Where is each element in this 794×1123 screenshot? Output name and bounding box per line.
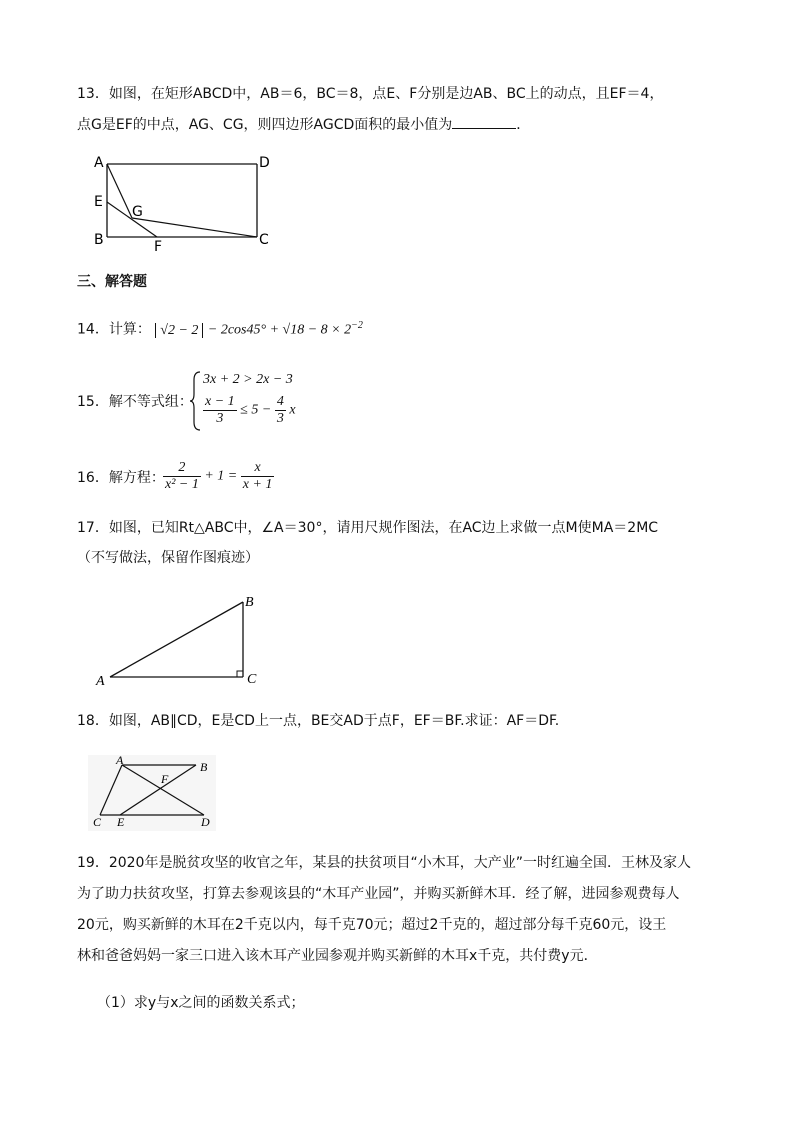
q15-prefix: 15．解不等式组： xyxy=(77,394,193,410)
section-title: 三、解答题 xyxy=(77,274,147,290)
q17-text-line1: 17．如图，已知Rt△ABC中，∠A＝30°，请用尺规作图法，在AC边上求做一点M使MA＝2MC xyxy=(77,520,659,536)
q15-fraction-1 xyxy=(203,394,237,427)
q13-label-F: F xyxy=(154,239,163,255)
q15-fraction-2-den: 3 xyxy=(276,411,284,426)
q19-subquestion-1: （1）求y与x之间的函数关系式； xyxy=(97,995,305,1011)
q14-prefix: 14．计算： xyxy=(77,321,151,338)
q18-label-C: C xyxy=(93,815,102,829)
q14-expression: − 2cos45° + √18 − 8 × 2 xyxy=(207,322,352,338)
q15-tail: x xyxy=(289,402,296,418)
q15-inequality-1: 3x + 2 > 2x − 3 xyxy=(203,372,293,387)
q18-figure-background xyxy=(88,755,216,831)
q16-fraction-1 xyxy=(163,460,201,493)
q15-inequality-2 xyxy=(203,394,296,427)
q13-text-line2 xyxy=(77,114,530,135)
q15-fraction-1-num: x − 1 xyxy=(205,394,235,409)
q15-brace-path xyxy=(190,372,200,430)
q16-fraction-2-num: x xyxy=(241,460,275,477)
q13-rectangle-figure xyxy=(85,150,285,255)
q18-label-B: B xyxy=(200,760,208,774)
q17-label-A: A xyxy=(96,674,105,689)
q13-label-B: B xyxy=(94,232,104,248)
q16-fraction-2 xyxy=(241,460,275,493)
q13-segment-AG xyxy=(107,164,132,218)
q18-label-D: D xyxy=(201,815,210,829)
q13-text-line2-end: ． xyxy=(516,117,531,133)
q18-label-F: F xyxy=(161,772,169,786)
q18-figure xyxy=(88,755,216,831)
q18-label-A: A xyxy=(116,755,124,767)
q18-text: 18．如图，AB∥CD，E是CD上一点，BE交AD于点F，EF＝BF.求证：AF＝DF. xyxy=(77,713,560,729)
q14-text xyxy=(77,314,363,338)
q17-right-angle-mark xyxy=(237,671,243,677)
q13-label-D: D xyxy=(259,155,270,171)
q17-triangle-figure xyxy=(90,590,270,692)
q15-brace xyxy=(188,370,202,432)
q13-label-A: A xyxy=(94,155,104,171)
q15-fraction-2 xyxy=(275,394,286,427)
q16-fraction-2-den: x + 1 xyxy=(242,477,273,492)
q17-text-line2: （不写做法，保留作图痕迹） xyxy=(77,550,259,566)
q19-text-line4: 林和爸爸妈妈一家三口进入该木耳产业园参观并购买新鲜的木耳x千克，共付费y元． xyxy=(77,948,598,964)
q18-label-E: E xyxy=(117,815,125,829)
q15-fraction-1-den: 3 xyxy=(216,411,224,426)
q16-fraction-1-num: 2 xyxy=(163,460,201,477)
q13-answer-blank[interactable] xyxy=(452,114,516,129)
q17-label-C: C xyxy=(247,672,257,687)
q19-text-line1: 19．2020年是脱贫攻坚的收官之年，某县的扶贫项目“小木耳，大产业”一时红遍全国．王林及家人 xyxy=(77,855,691,871)
q19-text-line3: 20元，购买新鲜的木耳在2千克以内，每千克70元；超过2千克的，超过部分每千克60元，设王 xyxy=(77,917,667,933)
q16-equation xyxy=(163,460,274,493)
q13-segment-GC xyxy=(132,218,257,237)
q13-text-line2-main: 点G是EF的中点，AG、CG，则四边形AGCD面积的最小值为 xyxy=(77,117,453,133)
q14-abs-value: √2 − 2 xyxy=(155,323,203,338)
q19-text-line2: 为了助力扶贫攻坚，打算去参观该县的“木耳产业园”，并购买新鲜木耳．经了解，进园参观费每人 xyxy=(77,886,680,902)
q13-label-G: G xyxy=(132,204,143,220)
q13-label-C: C xyxy=(259,232,269,248)
q16-fraction-1-den: x² − 1 xyxy=(165,477,199,492)
q13-label-E: E xyxy=(94,194,103,210)
q15-fraction-2-num: 4 xyxy=(276,394,284,409)
q15-mid: ≤ 5 − xyxy=(240,402,272,418)
q17-side-AB xyxy=(110,602,243,677)
q17-label-B: B xyxy=(245,595,254,610)
q14-exponent: −2 xyxy=(351,320,363,331)
q13-text-line1: 13．如图，在矩形ABCD中，AB＝6，BC＝8，点E、F分别是边AB、BC上的动点，且EF＝4， xyxy=(77,86,664,102)
q16-prefix: 16．解方程： xyxy=(77,470,165,486)
q16-mid: + 1 = xyxy=(204,468,238,484)
